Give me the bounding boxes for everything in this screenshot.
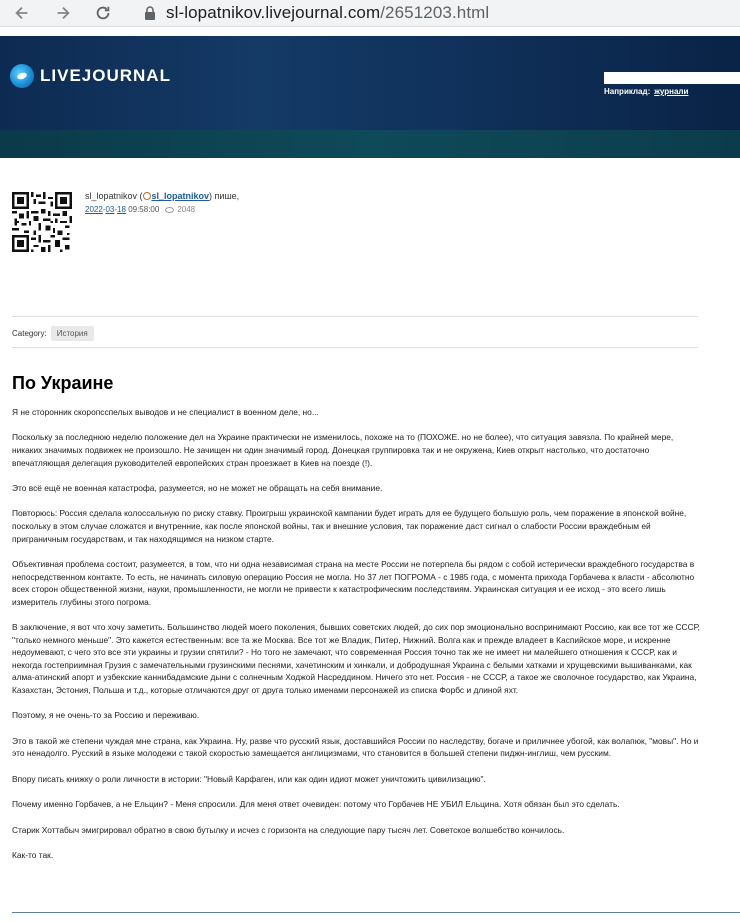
livejournal-eye-icon — [10, 64, 34, 88]
qr-code-image — [12, 192, 72, 252]
post-paragraph: Это всё ещё не военная катастрофа, разумеется, но не может не обращать на себя внимание. — [12, 482, 383, 493]
livejournal-logo[interactable]: LIVEJOURNAL — [10, 64, 171, 88]
author-user-link[interactable]: sl_lopatnikov — [151, 191, 210, 201]
post-title: По Украине — [12, 373, 114, 393]
date-year-link[interactable]: 2022 — [85, 205, 103, 214]
author-name[interactable]: sl_lopatnikov — [85, 191, 138, 201]
post-paragraph: Я не сторонник скоропсспелых выводов и не специалист в военном деле, но... — [12, 407, 319, 417]
post-paragraph: Поскольку за последнюю неделю положение дел на Украине практически не изменилось, похоже на то (ПОХОЖЕ. но не более), что ситуация завязла. По крайней мере, никаких значимых подвижек не произошло. Не зачищен ни один значимый город. Донецкая группировка так и не окружена, Киев открыт настолько, что достаточно впечатляющая делегация руководителей европейских стран проезжает в Киев на поезде (!). — [12, 432, 674, 468]
post-paragraph: Старик Хоттабыч эмигрировал обратно в свою бутылку и исчез с горизонта на следующие пару тысяч лет. Советское волшебство кончилось. — [12, 824, 565, 835]
category-row: Category: История — [12, 326, 94, 341]
post-paragraph: Повторюсь: Россия сделала колоссальную по риску ставку. Проигрыш украинской кампании будет играть для ее будущего большую роль, чем поражение в японской войне, поскольку в этом случае сложатся и внутренние, как после японской войны, так и внешние условия, так поражение даст сигнал о слабости России враждебным ей приграничным государствам, и так находящимся на низком старте. — [12, 508, 687, 544]
post-paragraph: Почему именно Горбачев, а не Ельцин? - Меня спросили. Для меня ответ очевиден: потому что Горбачев НЕ УБИЛ Ельцина. Хотя обязан был это сделать. — [12, 799, 620, 810]
user-icon[interactable] — [143, 192, 151, 200]
post-paragraph: Это в такой же степени чуждая мне страна, как Украина. Ну, разве что русский язык, доставшийся России по наследству, богаче и приличнее убогой, как волапюк, "мовы". Но и это ненадолго. Русский в языке молодежи с такой скоростью замещается англицизмами, что становится в большей степени пиджн-инглиш, чем русским. — [12, 735, 699, 759]
post-paragraph: В заключение, я вот что хочу заметить. Большинство людей моего поколения, бывших советских людей, до сих пор эмоционально воспринимают Россию, как все тот же СССР, "только немного меньше". Это кажется естественным: все та же Москва. Все тот же Владик, Питер, Нижний. Волга как и прежде владеет в Каспийское море, и искренне недоумевают, с чего это все эти украины и грузии спятили? - Но того не замечают, что современная Россия точно так же не имеет ни малейшего отношения к СССР, как и некогда гостеприимная Грузия с замечательными грузинскими песнями, хачетинским и хинкали, и добродушная Украина с белыми хатками и хрущевскими вышиванками, как алма-атинский апорт и узбекские каннибадамские дыни с солнечным Ходжой Насреддином. Ничего это нет. Россия - не СССР, а такое же сволочное государство, как Украина, Казахстан, Эстония, Польша и т.д., которые отличаются друг от друга только именами персонажей из списка Форбс и длиной яхт. — [12, 622, 700, 696]
category-tag[interactable]: История — [51, 326, 94, 341]
divider — [12, 316, 698, 317]
post-paragraph: Поэтому, я не очень-то за Россию и переживаю. — [12, 710, 200, 721]
url-text: sl-lopatnikov.livejournal.com/2651203.html — [166, 3, 490, 22]
address-bar[interactable] — [130, 0, 740, 26]
site-header — [0, 36, 740, 130]
arrow-left-icon — [13, 4, 31, 22]
post-paragraph: Впору писать книжку о роли личности в истории: "Новый Карфаген, или как один идиот может уничтожить цивилизацию". — [12, 773, 486, 784]
lock-icon — [144, 6, 156, 20]
post-date: 2022 - 03 - 18 09:58:00 2048 — [85, 205, 196, 214]
post-time: 09:58:00 — [128, 205, 160, 214]
back-button[interactable] — [11, 2, 33, 24]
search-input[interactable] — [604, 72, 740, 84]
date-month-link[interactable]: 03 — [105, 205, 115, 214]
post-paragraph: Как-то так. — [12, 850, 54, 861]
bottom-divider — [12, 912, 740, 913]
divider — [12, 347, 698, 348]
search-hint: Наприклад: журнали — [604, 87, 689, 96]
browser-toolbar — [0, 0, 740, 27]
post-paragraph: Объективная проблема состоит, разумеется, в том, что ни одна независимая страна на месте России не потерпела бы рядом с собой истерически враждебного государства в непосредственном контакте. То есть, не начинать силовую операцию Россия не могла. Но 37 лет ПОГРОМА - с 1985 года, с момента прихода Горбачева к власти - абсолютно всех сторон общественной жизни, науки, промышленности, не могли не привести к катастрофическим последствиям. Украинская ситуация и ее исход - это всего лишь измеритель глубины этого погрома. — [12, 558, 695, 607]
header-subbar — [0, 130, 740, 158]
reload-icon — [94, 4, 112, 22]
post-body — [12, 406, 702, 874]
eye-icon — [165, 207, 174, 213]
reload-button[interactable] — [92, 2, 114, 24]
view-count: 2048 — [177, 205, 196, 214]
forward-button[interactable] — [52, 2, 74, 24]
search-hint-link[interactable]: журнали — [654, 87, 689, 96]
arrow-right-icon — [54, 4, 72, 22]
author-line: sl_lopatnikov ( sl_lopatnikov) пише, — [85, 191, 240, 201]
date-day-link[interactable]: 18 — [117, 205, 126, 214]
